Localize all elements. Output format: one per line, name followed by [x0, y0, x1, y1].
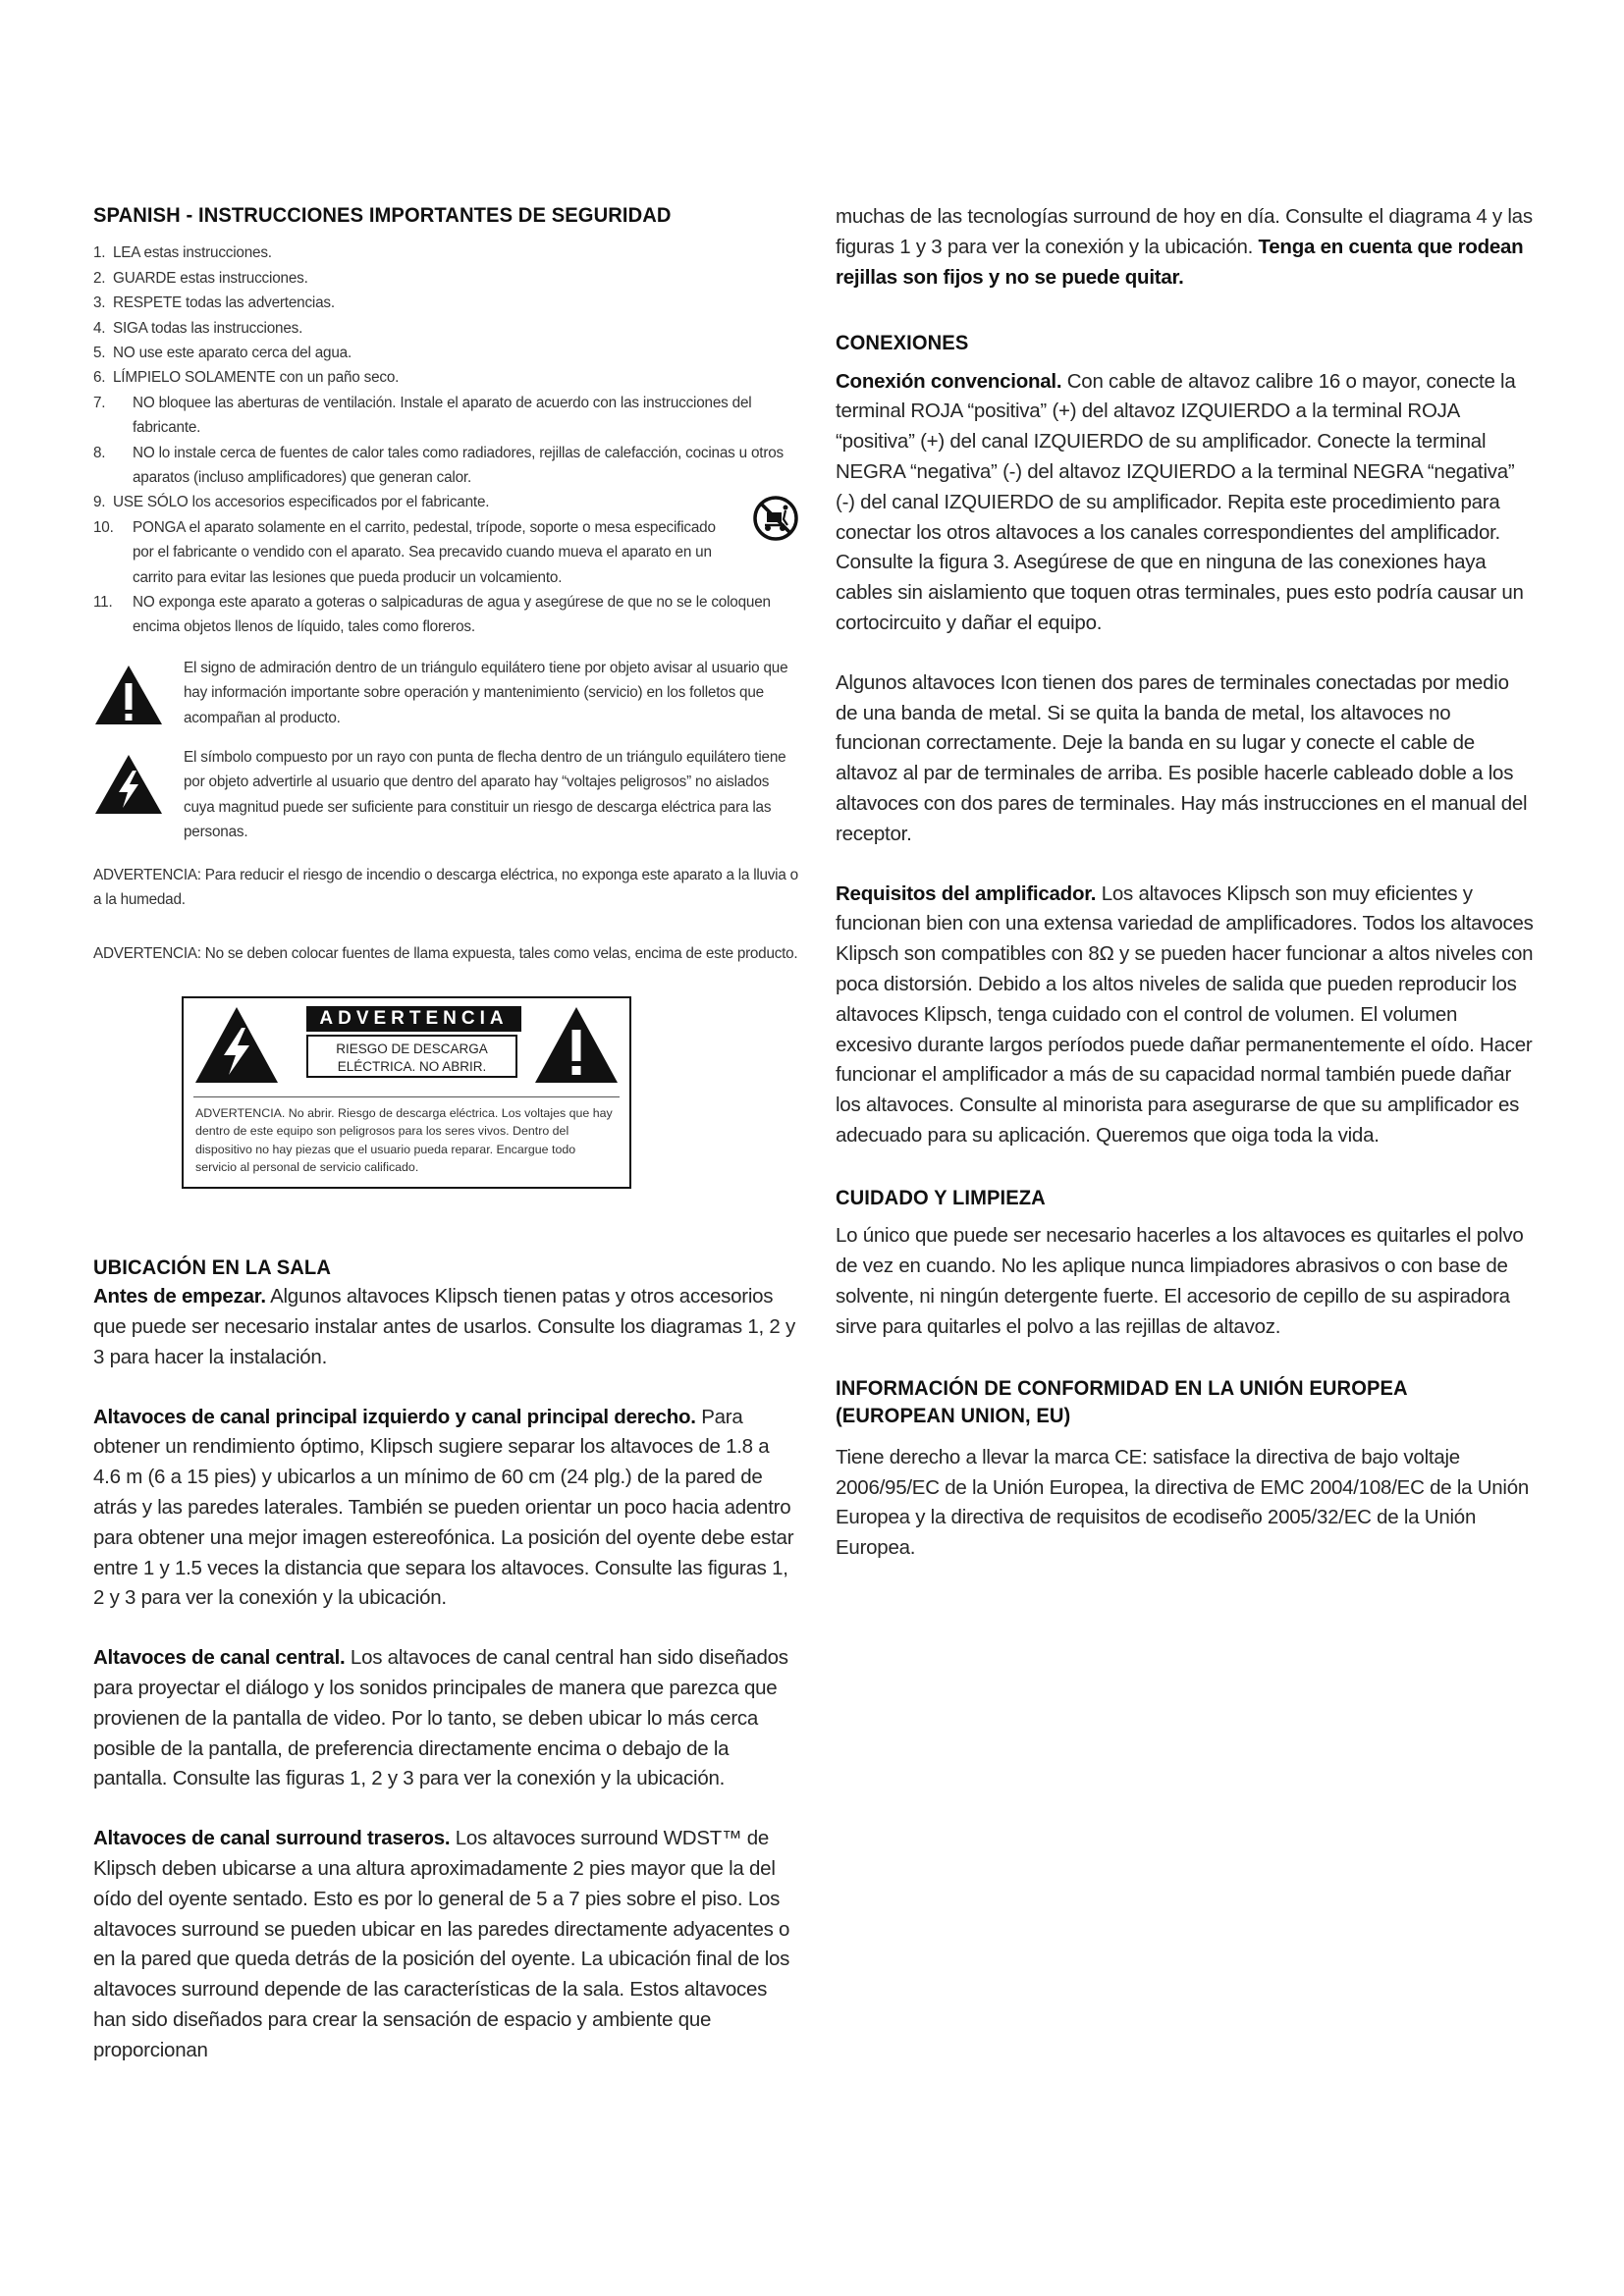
- lightning-triangle-icon: [193, 1004, 280, 1087]
- paragraph-start: Antes de empezar. Algunos altavoces Klipsch tienen patas y otros accesorios que puede ser necesario instalar antes de usarlos. Consulte los diagramas 1, 2 y 3 para hacer la instalación.: [93, 1285, 796, 1368]
- lightning-triangle-icon: [93, 753, 164, 816]
- exclamation-triangle-icon: [93, 664, 164, 726]
- list-item: 2. GUARDE estas instrucciones.: [93, 269, 308, 287]
- paragraph-icon: Algunos altavoces Icon tienen dos pares de terminales conectadas por medio de una banda de metal. Si se quita la banda de metal, los altavoces no funcionan correctamente. Deje la banda en su lugar y conecte el cable de altavoz al par de terminales de arriba. Es posible hacerle cableado doble a los altavoces con dos pares de terminales. Hay más instrucciones en el manual del receptor.: [836, 670, 1528, 845]
- connections-title: CONEXIONES: [836, 332, 969, 355]
- paragraph-amplifier: Requisitos del amplificador. Los altavoces Klipsch son muy eficientes y funcionan bien con una extensa variedad de amplificadores. Todos los altavoces Klipsch son compatibles con 8Ω y se pueden hacer funcionar a altos niveles con poca distorsión. Debido a los altos niveles de salida que pueden reproducir los altavoces Klipsch, tenga cuidado con el control de volumen. El volumen excesivo durante largos períodos puede dañar permanentemente el oído. Hacer funcionar el amplificador a más de su capacidad normal también puede dañar los altavoces. Consulte al minorista para asegurarse de que su amplificador es adecuado para su aplicación. Queremos que oiga toda la vida.: [836, 881, 1534, 1148]
- cart-tipover-icon: [753, 496, 798, 541]
- list-item: 6. LÍMPIELO SOLAMENTE con un paño seco.: [93, 369, 400, 387]
- left-column: [93, 202, 798, 2065]
- list-item: 11. NO exponga este aparato a goteras o salpicaduras de agua y asegúrese de que no se le coloquen encima objetos llenos de líquido, tales como floreros.: [93, 593, 771, 636]
- room-title: UBICACIÓN EN LA SALA: [93, 1255, 331, 1279]
- warning-flame: ADVERTENCIA: No se deben colocar fuentes de llama expuesta, tales como velas, encima de este producto.: [93, 945, 798, 963]
- list-item: 1. LEA estas instrucciones.: [93, 244, 272, 262]
- list-item: 8. NO lo instale cerca de fuentes de calor tales como radiadores, rejillas de calefacción, cocinas u otros aparatos (incluso amplificadores) que generan calor.: [93, 444, 785, 486]
- list-item: 3. RESPETE todas las advertencias.: [93, 294, 335, 312]
- exclamation-triangle-icon: [533, 1004, 620, 1087]
- list-item: 10. PONGA el aparato solamente en el carrito, pedestal, trípode, soporte o mesa especificado por el fabricante o vendido con el aparato. Sea precavido cuando mueva el aparato en un carrito para evitar las lesiones que pueda producir un volcamiento.: [93, 515, 798, 590]
- warning-rain: ADVERTENCIA: Para reducir el riesgo de incendio o descarga eléctrica, no exponga este aparato a la lluvia o a la humedad.: [93, 866, 798, 909]
- list-item: 9. USE SÓLO los accesorios especificados por el fabricante.: [93, 494, 490, 511]
- right-column: [836, 202, 1535, 1564]
- exclamation-notice: El signo de admiración dentro de un triángulo equilátero tiene por objeto avisar al usuario que hay información importante sobre operación y mantenimiento (servicio) en los folletos que acompañan al producto.: [93, 656, 798, 730]
- safety-list: [93, 240, 798, 640]
- lightning-notice: El símbolo compuesto por un rayo con punta de flecha dentro de un triángulo equilátero tiene por objeto advertirle al usuario que dentro del aparato hay “voltajes peligrosos” no aislados cuya magnitud puede ser suficiente para constituir un riesgo de descarga eléctrica para las personas.: [93, 745, 798, 845]
- paragraph-surround-cont: muchas de las tecnologías surround de hoy en día. Consulte el diagrama 4 y las figuras 1 y 3 para ver la conexión y la ubicación. Tenga en cuenta que rodean rejillas son fijos y no se puede quitar.: [836, 205, 1533, 289]
- paragraph-conventional: Conexión convencional. Con cable de altavoz calibre 16 o mayor, conecte la terminal ROJA “positiva” (+) del altavoz IZQUIERDO a la terminal ROJA “positiva” (+) del canal IZQUIERDO de su amplificador. Conecte la terminal NEGRA “negativa” (-) del altavoz IZQUIERDO a la terminal NEGRA “negativa” (-) del canal IZQUIERDO de su amplificador. Repita este procedimiento para conectar los otros altavoces a los canales correspondientes del amplificador. Consulte la figura 3. Asegúrese de que en ninguna de las conexiones haya cables sin aislamiento que toquen otras terminales, pues esto podría causar un cortocircuito y dañar el equipo.: [836, 369, 1524, 635]
- divider: [193, 1096, 620, 1097]
- paragraph-care: Lo único que puede ser necesario hacerles a los altavoces es quitarles el polvo de vez en cuando. No les aplique nunca limpiadores abrasivos o con base de solvente, ni ningún detergente fuerte. El accesorio de cepillo de su aspiradora sirve para quitarles el polvo a las rejillas de altavoz.: [836, 1224, 1524, 1338]
- paragraph-surround-speakers: Altavoces de canal surround traseros. Los altavoces surround WDST™ de Klipsch deben ubicarse a una altura aproximadamente 2 pies mayor que la del oído del oyente sentado. Esto es por lo general de 5 a 7 pies sobre el piso. Los altavoces surround se pueden ubicar en las paredes directamente adyacentes o en la pared que queda detrás de la posición del oyente. La ubicación final de los altavoces surround depende de las características de la sala. Estos altavoces han sido diseñados para crear la sensación de espacio y ambiente que proporcionan: [93, 1827, 790, 2061]
- list-item: 7. NO bloquee las aberturas de ventilación. Instale el aparato de acuerdo con las instrucciones del fabricante.: [93, 394, 752, 437]
- warning-label-text: ADVERTENCIA. No abrir. Riesgo de descarga eléctrica. Los voltajes que hay dentro de este equipo son peligrosos para los seres vivos. Dentro del dispositivo no hay piezas que el usuario pueda reparar. Encargue todo servicio al personal de servicio calificado.: [195, 1105, 613, 1175]
- safety-title: SPANISH - INSTRUCCIONES IMPORTANTES DE SEGURIDAD: [93, 204, 672, 227]
- warning-label: [182, 996, 631, 1189]
- care-title: CUIDADO Y LIMPIEZA: [836, 1186, 1046, 1209]
- eu-title: INFORMACIÓN DE CONFORMIDAD EN LA UNIÓN EUROPEA (EUROPEAN UNION, EU): [836, 1377, 1407, 1427]
- list-item: 5. NO use este aparato cerca del agua.: [93, 344, 352, 361]
- warning-banner: ADVERTENCIA: [306, 1006, 521, 1032]
- list-item: 4. SIGA todas las instrucciones.: [93, 319, 303, 337]
- paragraph-main-speakers: Altavoces de canal principal izquierdo y canal principal derecho. Para obtener un rendimiento óptimo, Klipsch sugiere separar los altavoces de 1.8 a 4.6 m (6 a 15 pies) y ubicarlos a un mínimo de 60 cm (24 plg.) de la pared de atrás y las paredes laterales. También se pueden orientar un poco hacia adentro para obtener una mejor imagen estereofónica. La posición del oyente debe estar entre 1 y 1.5 veces la distancia que separa los altavoces. Consulte las figuras 1, 2 y 3 para ver la conexión y la ubicación.: [93, 1405, 794, 1610]
- paragraph-eu: Tiene derecho a llevar la marca CE: satisface la directiva de bajo voltaje 2006/95/EC de la Unión Europea, la directiva de EMC 2004/108/EC de la Unión Europea y la directiva de requisitos de ecodiseño 2005/32/EC de la Unión Europea.: [836, 1445, 1530, 1560]
- paragraph-center-speakers: Altavoces de canal central. Los altavoces de canal central han sido diseñados para proyectar el diálogo y los sonidos principales de manera que parezca que provienen de la pantalla de video. Por lo tanto, se deben ubicar lo más cerca posible de la pantalla, de preferencia directamente encima o debajo de la pantalla. Consulte las figuras 1, 2 y 3 para ver la conexión y la ubicación.: [93, 1646, 788, 1790]
- risk-box: RIESGO DE DESCARGA ELÉCTRICA. NO ABRIR.: [306, 1035, 517, 1078]
